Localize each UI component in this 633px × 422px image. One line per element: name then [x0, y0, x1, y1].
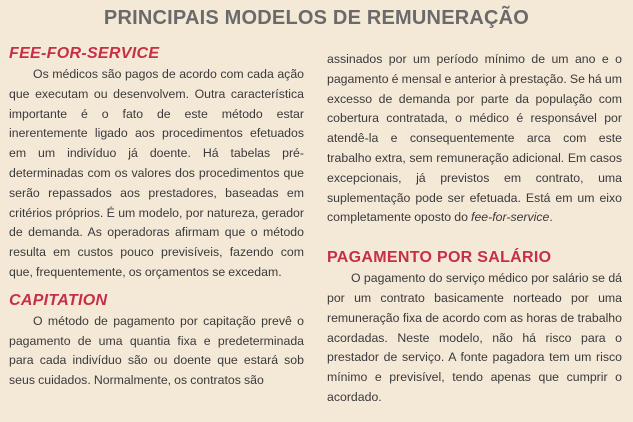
fee-for-service-inline-term: fee-for-service [471, 210, 550, 225]
capitation-body-part1: O método de pagamento por capitação prevê o pagamento de uma quantia fixa e predeterminada para cada indivíduo são ou doente que estará sob seus cuidados. Normalmente, os contratos são [9, 313, 304, 388]
section-salario [327, 248, 622, 408]
section-fee-for-service [9, 44, 304, 283]
section-capitation [9, 291, 304, 391]
left-column [9, 44, 304, 391]
fee-for-service-body: Os médicos são pagos de acordo com cada ação que executam ou desenvolvem. Outra característica importante é o fato de este método estar inerentemente ligado aos procedimentos efetuados em um indivíduo já doente. Há tabelas pré-determinadas com os valores dos procedimentos que serão repassados aos prestadores, baseadas em critérios próprios. É um modelo, por natureza, gerador de demanda. As operadoras afirmam que o método resulta em custos pouco previsíveis, fazendo com que, frequentemente, os orçamentos se excedam. [9, 67, 304, 279]
fee-for-service-heading: FEE-FOR-SERVICE [9, 45, 160, 62]
capitation-body-part2 [327, 50, 622, 228]
right-column [327, 50, 622, 408]
capitation-body-end: . [549, 210, 553, 225]
capitation-heading: CAPITATION [9, 291, 108, 309]
salario-body: O pagamento do serviço médico por salário se dá por um contrato basicamente norteado por uma remuneração fixa de acordo com as horas de trabalho acordadas. Neste modelo, não há risco para o prestador de serviço. A fonte pagadora tem um risco mínimo e previsível, tendo apenas que cumprir o acordado. [327, 271, 622, 404]
page-title: PRINCIPAIS MODELOS DE REMUNERAÇÃO [103, 7, 530, 29]
capitation-body-continued: assinados por um período mínimo de um ano e o pagamento é mensal e anterior à prestação. Se há um excesso de demanda por parte da população com cobertura contratada, o médico é responsável por atendê-la e consequentemente arca com este trabalho extra, sem remuneração adicional. Em casos excepcionais, já previstos em contrato, uma suplementação pode ser efetuada. Está em um eixo completamente oposto do [327, 52, 622, 225]
salario-heading: PAGAMENTO POR SALÁRIO [327, 249, 552, 267]
